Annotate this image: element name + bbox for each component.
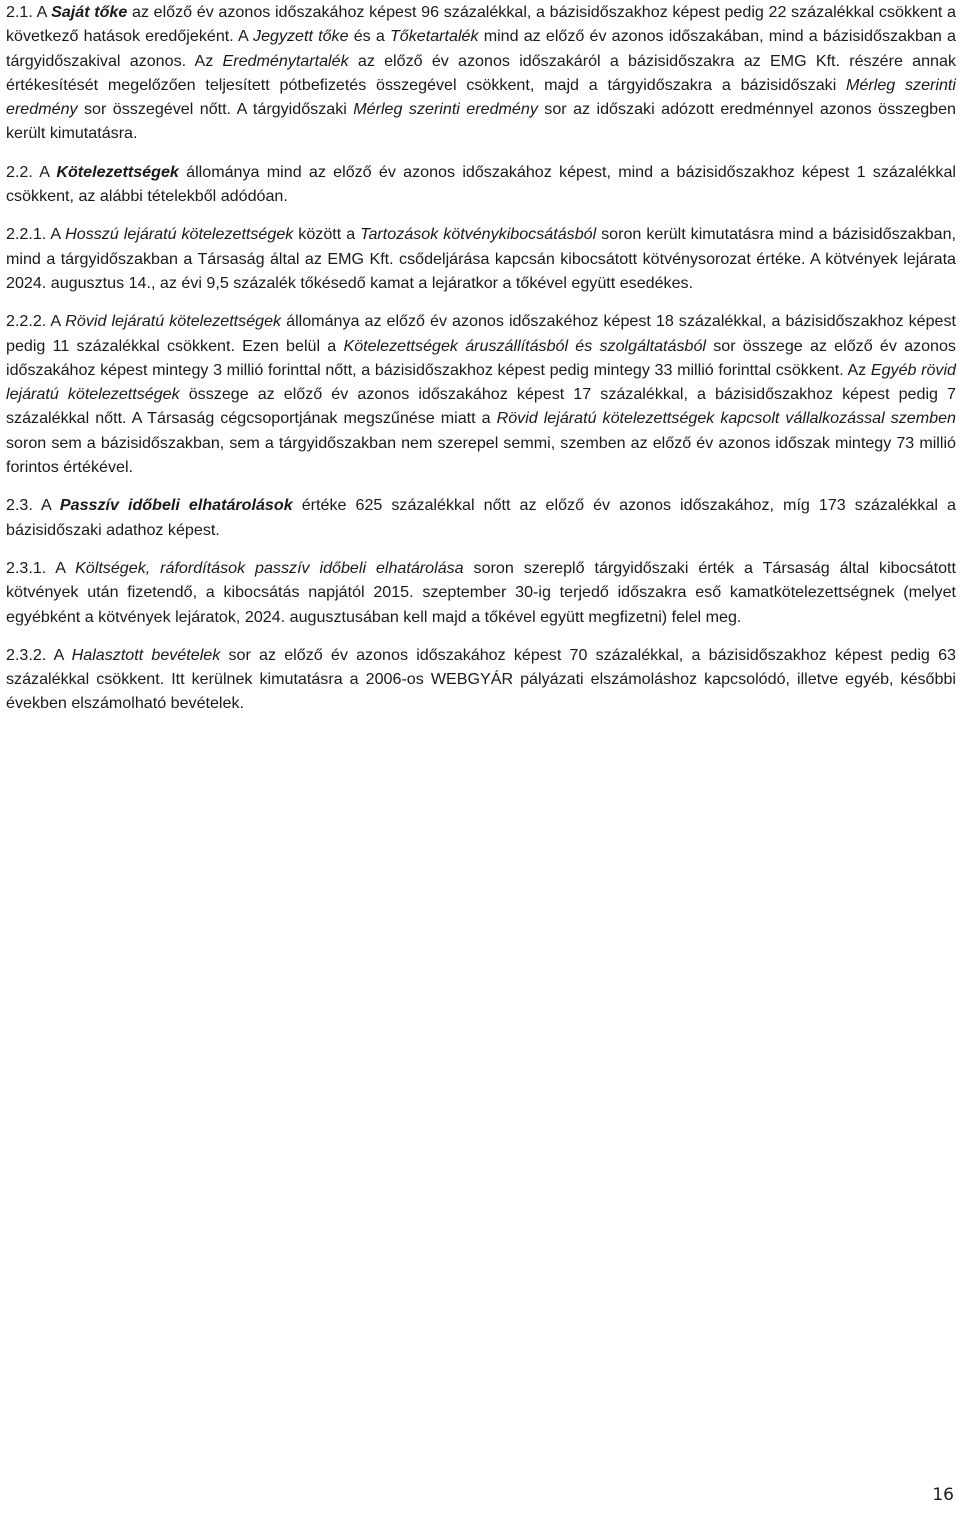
text-run: az előző év azonos időszakáról a bázisidőszakra az EMG Kft. részére annak értékesítését megelőzően teljesített pótbefizetés összegével csökkent, majd a tárgyidőszakra a bázisidőszaki (6, 51, 956, 94)
emphasized-term: Tartozások kötvénykibocsátásból (360, 225, 597, 244)
emphasized-term: Halasztott bevételek (71, 645, 221, 664)
emphasized-term: Rövid lejáratú kötelezettségek kapcsolt vállalkozással szemben (496, 409, 956, 428)
emphasized-term: Mérleg szerinti eredmény (353, 100, 538, 119)
para-2-2-2 (6, 309, 956, 479)
text-run: 2.3.2. A (6, 645, 72, 664)
emphasized-term: Kötelezettségek (56, 162, 179, 181)
text-run: soron sem a bázisidőszakban, sem a tárgyidőszakban nem szerepel semmi, szemben az előző év azonos időszak mintegy 73 millió forintos értékével. (6, 433, 956, 477)
text-run: 2.3.1. A (6, 558, 76, 577)
emphasized-term: Rövid lejáratú kötelezettségek (65, 312, 282, 331)
emphasized-term: Saját tőke (51, 3, 128, 21)
para-2-3-2 (6, 643, 956, 716)
text-run: összege az előző év azonos időszakához képest 17 százalékkal, a bázisidőszakhoz képest pedig 7 százalékkal nőtt. A Társaság cégcsoportjának megszűnése miatt a (6, 385, 956, 428)
text-run: az előző év azonos időszakához képest 96 százalékkal, a bázisidőszakhoz képest pedig 22 százalékkal csökkent a következő hatások eredőjeként. A (6, 3, 957, 46)
para-2-2 (6, 160, 956, 209)
emphasized-term: Egyéb rövid lejáratú kötelezettségek (6, 360, 956, 404)
text-run: 2.1. A (6, 3, 52, 21)
document-body (6, 0, 956, 716)
emphasized-term: Mérleg szerinti eredmény (6, 75, 956, 119)
text-run: soron szereplő tárgyidőszaki érték a Társaság által kibocsátott kötvények után fizetendő, a kibocsátás napjától 2015. szeptember 30-ig terjedő időszakra eső kamatkötelezettségnek (melyet egyébként a kötvények lejáratok, 2024. augusztusában kell majd a tőkével együtt megfizetni) felel meg. (6, 558, 956, 626)
emphasized-term: Kötelezettségek áruszállításból és szolgáltatásból (343, 336, 706, 355)
text-run: mind az előző év azonos időszakában, mind a bázisidőszakban a tárgyidőszakival azonos. Az (6, 27, 956, 70)
text-run: állománya az előző év azonos időszakéhoz képest 18 százalékkal, a bázisidőszakhoz képest pedig 11 százalékkal csökkent. Ezen belül a (6, 312, 956, 355)
text-run: sor összege az előző év azonos időszakához képest mintegy 3 millió forinttal nőtt, a bázisidőszakhoz képest pedig mintegy 33 millió forinttal csökkent. Az (6, 336, 956, 379)
text-run: sor az előző év azonos időszakához képest 70 százalékkal, a bázisidőszakhoz képest pedig 63 százalékkal csökkent. Itt kerülnek kimutatásra a 2006-os WEBGYÁR pályázati elszámoláshoz kapcsolódó, illetve egyéb, későbbi években elszámolható bevételek. (6, 645, 956, 713)
text-run: sor az időszaki adózott eredménnyel azonos összegben került kimutatásra. (6, 100, 956, 143)
emphasized-term: Passzív időbeli elhatárolások (59, 496, 293, 515)
text-run: sor összegével nőtt. A tárgyidőszaki (77, 100, 354, 119)
text-run: értéke 625 százalékkal nőtt az előző év azonos időszakához, míg 173 százalékkal a bázisidőszaki adathoz képest. (6, 496, 956, 539)
emphasized-term: Költségek, ráfordítások passzív időbeli elhatárolása (75, 558, 464, 577)
text-run: 2.3. A (6, 496, 60, 515)
para-2-2-1 (6, 222, 956, 295)
page-number: 16 (932, 1485, 954, 1505)
para-2-3-1 (6, 556, 956, 629)
emphasized-term: Tőketartalék (389, 27, 479, 46)
text-run: soron került kimutatásra mind a bázisidőszakban, mind a tárgyidőszakban a Társaság által az EMG Kft. csődeljárása kapcsán kibocsátott kötvénysorozat értéke. A kötvények lejárata 2024. augusztus 14., az évi 9,5 százalék tőkésedő kamat a lejáratkor a tőkével együtt esedékes. (6, 225, 956, 292)
para-2-3 (6, 493, 956, 542)
emphasized-term: Hosszú lejáratú kötelezettségek (65, 225, 294, 244)
text-run: 2.2.1. A (6, 225, 66, 244)
emphasized-term: Eredménytartalék (222, 51, 349, 70)
text-run: 2.2.2. A (6, 312, 66, 331)
text-run: között a (293, 225, 361, 244)
text-run: 2.2. A (6, 162, 57, 181)
para-2-1 (6, 0, 956, 146)
text-run: állománya mind az előző év azonos időszakához képest, mind a bázisidőszakhoz képest 1 százalékkal csökkent, az alábbi tételekből adódóan. (6, 162, 956, 206)
emphasized-term: Jegyzett tőke (253, 27, 349, 46)
text-run: és a (348, 27, 390, 46)
